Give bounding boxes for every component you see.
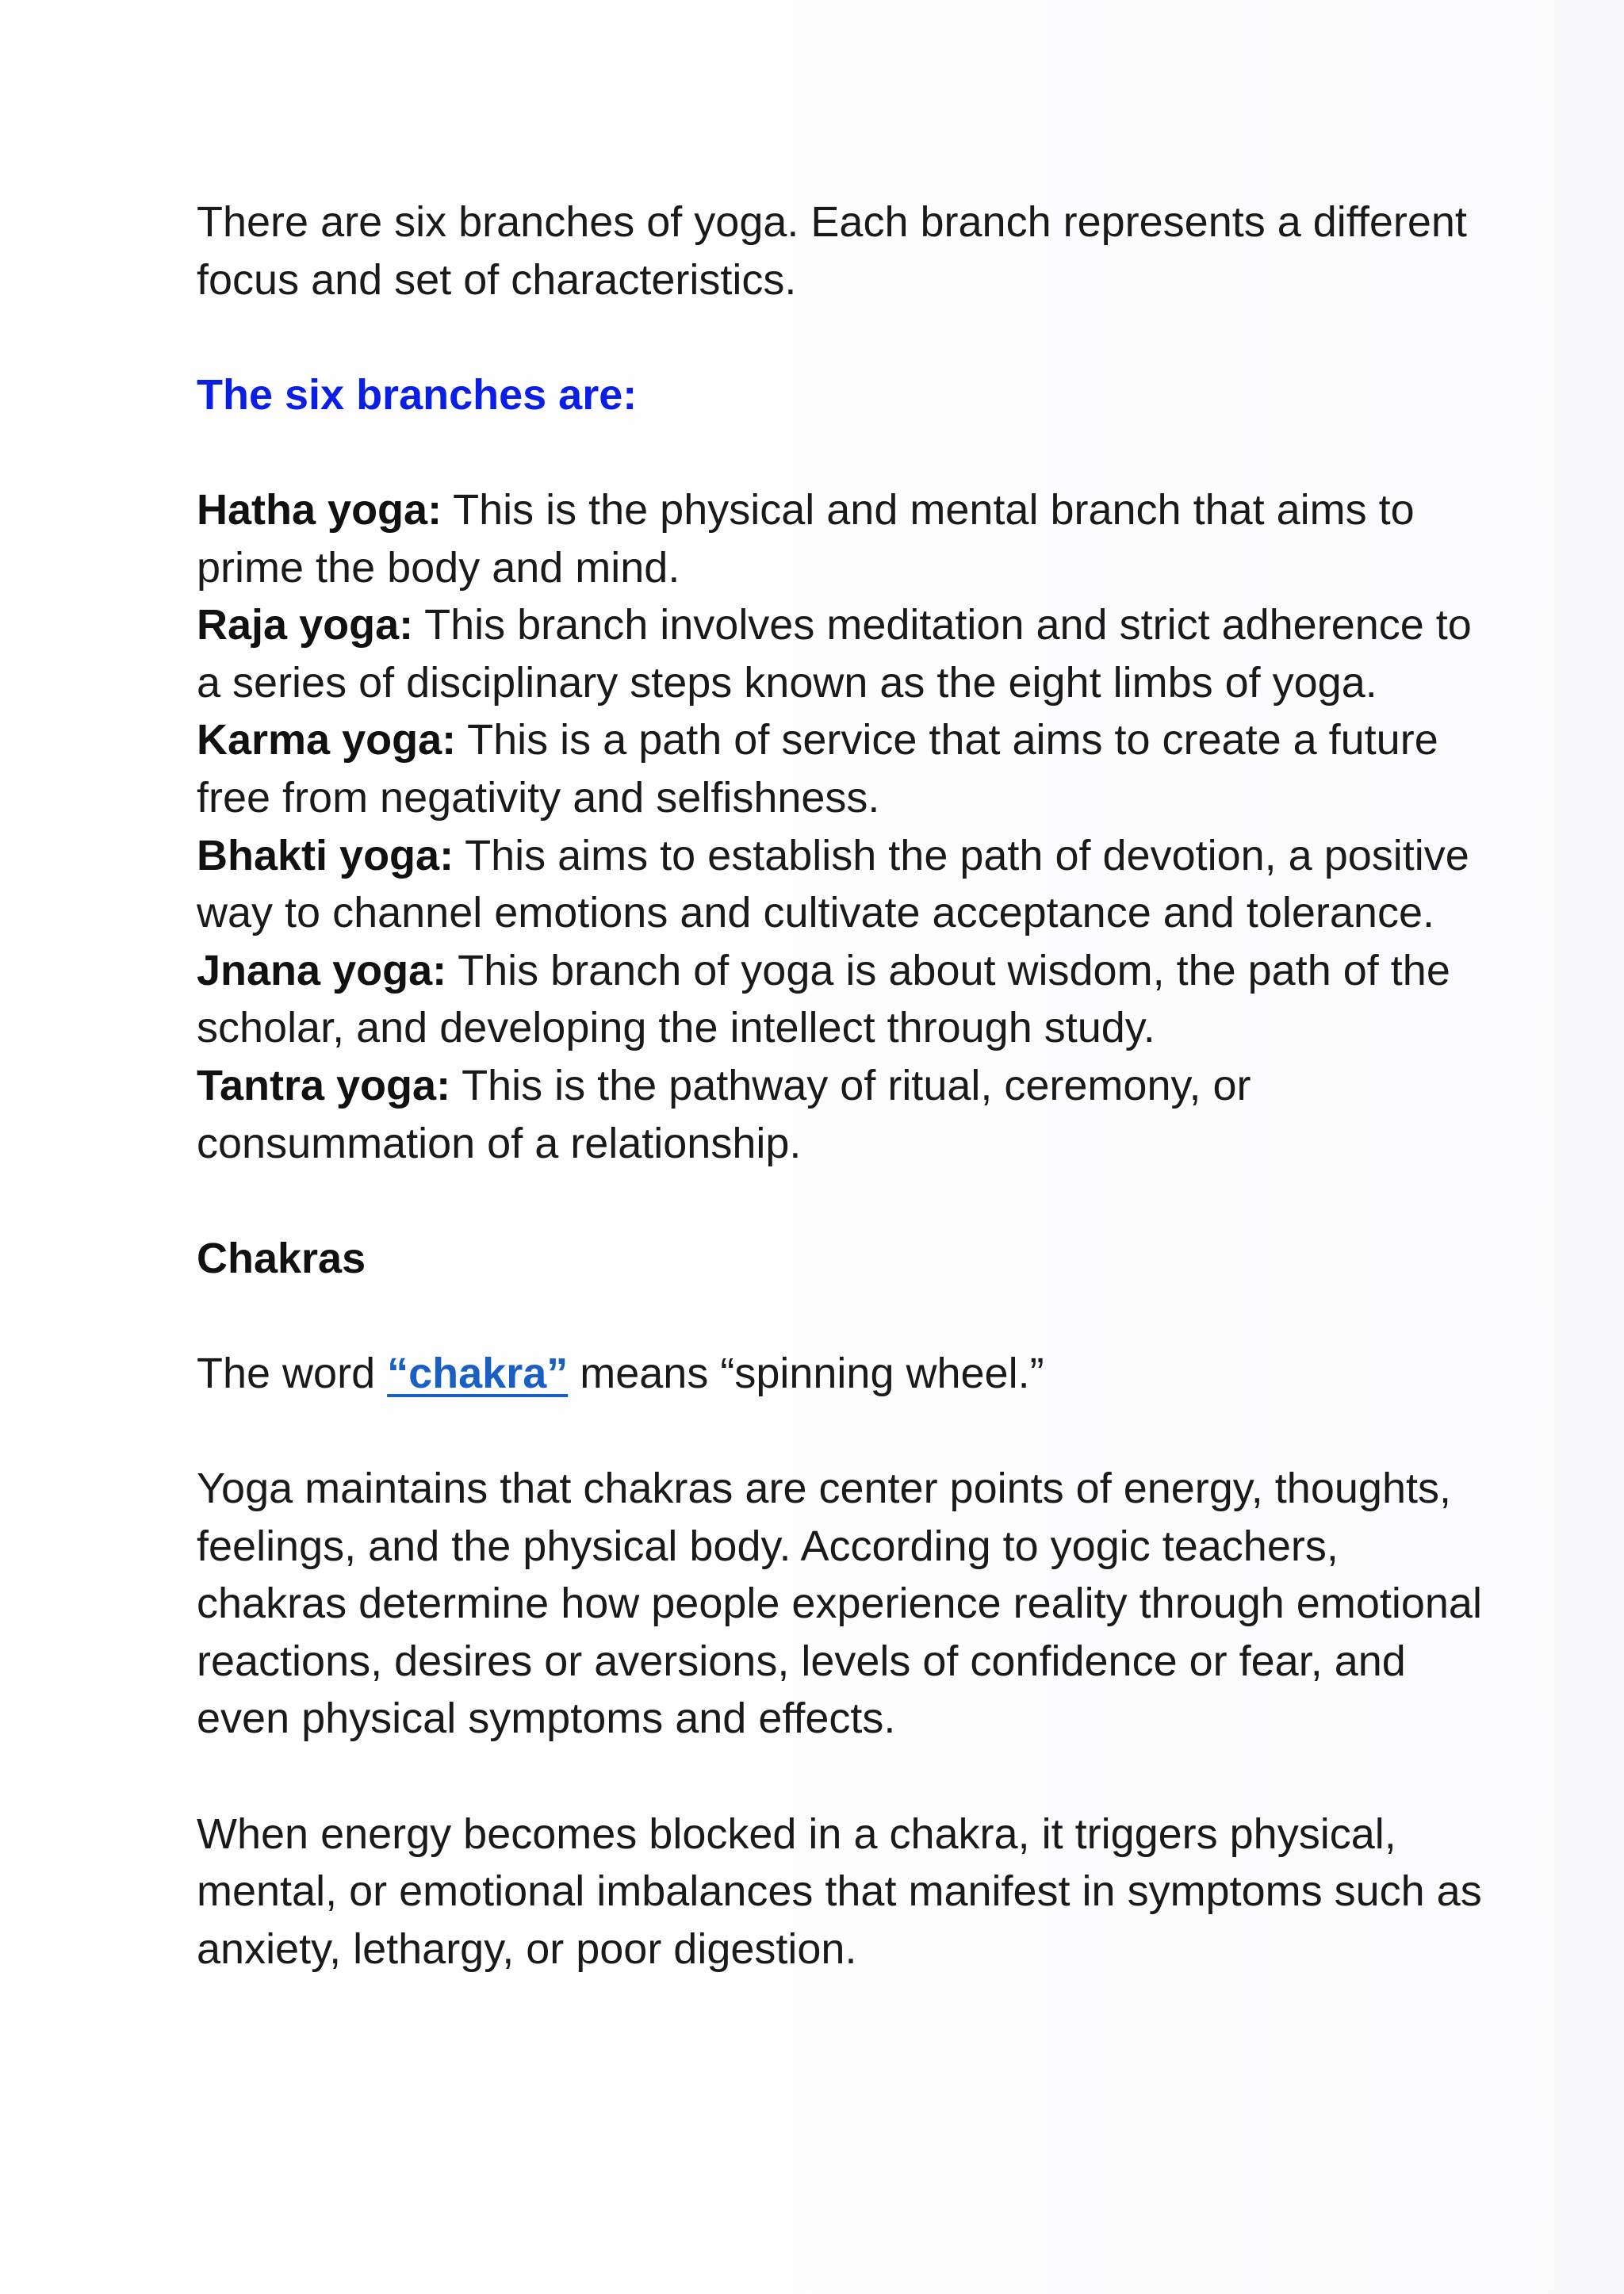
branch-item-raja: [197, 596, 1497, 711]
branches-heading: The six branches are:: [197, 370, 638, 419]
chakra-definition-suffix: means “spinning wheel.”: [568, 1349, 1044, 1397]
branch-item-karma: [197, 711, 1497, 826]
spacer: [197, 1402, 1497, 1460]
spacer: [197, 423, 1497, 481]
branch-term: Hatha yoga:: [197, 485, 442, 534]
branch-item-bhakti: [197, 827, 1497, 942]
spacer: [197, 308, 1497, 366]
branch-term: Karma yoga:: [197, 716, 457, 764]
branch-description: This branch involves meditation and strict adherence to a series of disciplinary steps known as the eight limbs of yoga.: [197, 601, 1472, 707]
branch-term: Raja yoga:: [197, 601, 414, 649]
branch-term: Jnana yoga:: [197, 946, 447, 994]
spacer: [197, 1748, 1497, 1806]
branch-description: This is a path of service that aims to create a future free from negativity and selfishness.: [197, 716, 1438, 821]
branch-item-hatha: [197, 481, 1497, 596]
chakra-definition-prefix: The word: [197, 1349, 388, 1397]
branch-description: This aims to establish the path of devotion, a positive way to channel emotions and cultivate acceptance and tolerance.: [197, 831, 1469, 937]
branch-item-tantra: [197, 1057, 1497, 1172]
branch-term: Tantra yoga:: [197, 1061, 451, 1109]
branches-list: [197, 481, 1497, 1172]
blocked-energy-paragraph: When energy becomes blocked in a chakra, it triggers physical, mental, or emotional imbalances that manifest in symptoms such as anxiety, lethargy, or poor digestion.: [197, 1810, 1482, 1973]
branch-description: This is the pathway of ritual, ceremony, or consummation of a relationship.: [197, 1061, 1251, 1167]
spacer: [197, 1172, 1497, 1230]
branch-description: This is the physical and mental branch that aims to prime the body and mind.: [197, 485, 1415, 592]
spacer: [197, 1287, 1497, 1345]
chakras-paragraph: Yoga maintains that chakras are center points of energy, thoughts, feelings, and the physical body. According to yogic teachers, chakras determine how people experience reality through emotional reactions, desires or aversions, levels of confidence or fear, and even physical symptoms and effects.: [197, 1465, 1482, 1743]
branch-term: Bhakti yoga:: [197, 831, 454, 879]
chakra-link[interactable]: “chakra”: [387, 1349, 569, 1397]
branch-item-jnana: [197, 942, 1497, 1057]
chakras-heading: Chakras: [197, 1234, 366, 1282]
document-page: [197, 193, 1497, 1978]
intro-paragraph: There are six branches of yoga. Each branch represents a different focus and set of characteristics.: [197, 198, 1467, 304]
chakra-definition: [197, 1345, 1497, 1403]
branch-description: This branch of yoga is about wisdom, the path of the scholar, and developing the intellect through study.: [197, 946, 1450, 1052]
